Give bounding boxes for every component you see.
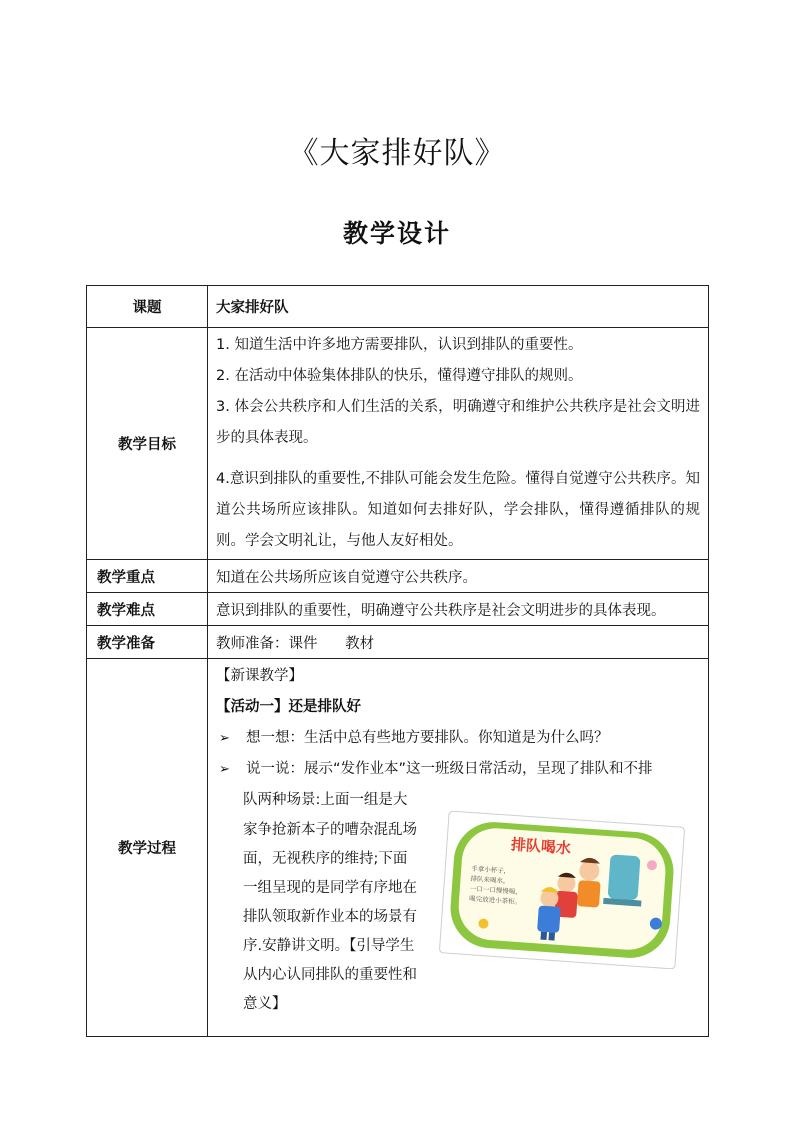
bullet-continuation [216, 785, 700, 1019]
document-subtitle: 教学设计 [342, 219, 451, 248]
goal-item: 3. 体会公共秩序和人们生活的关系，明确遵守和维护公共秩序是社会文明进步的具体表现。 [216, 399, 700, 446]
label-difficulties: 教学难点 [87, 593, 208, 626]
row-process [87, 659, 709, 1037]
list-item [216, 754, 700, 785]
row-goals [87, 328, 709, 560]
arrowhead-bullet-icon: ➢ [219, 731, 230, 746]
value-goals [208, 328, 709, 560]
bullet-text: 队两种场景:上面一组是大 [243, 792, 408, 808]
row-preparation [87, 626, 709, 659]
row-difficulties [87, 593, 709, 626]
svg-text:手拿小杯子， 排队来喝水，: 手拿小杯子， 排队来喝水， 一口一口慢慢喝， 喝完放进小茶柜。 [468, 864, 523, 907]
row-key-points [87, 560, 709, 593]
bullet-text: 想一想：生活中总有些地方要排队。你知道是为什么吗？ [246, 730, 609, 746]
value-key-points: 知道在公共场所应该自觉遵守公共秩序。 [208, 560, 709, 593]
document-title: 《大家排好队》 [288, 136, 506, 171]
bullet-text: 说一说：展示“发作业本”这一班级日常活动，呈现了排队和不排 [246, 761, 653, 777]
value-difficulties: 意识到排队的重要性，明确遵守公共秩序是社会文明进步的具体表现。 [208, 593, 709, 626]
value-topic: 大家排好队 [208, 286, 709, 328]
section-heading: 【新课教学】 [216, 668, 303, 684]
goal-item: 2. 在活动中体验集体排队的快乐，懂得遵守排队的规则。 [216, 368, 583, 384]
bullet-text: 家争抢新本子的嘈杂混乱场 面，无视秩序的维持;下面 一组呈现的是同学有序地在 排队领取新作业本的场景有 序.安静讲文明。【引导学生 从内心认同排队的重要性和 意义】 [243, 822, 417, 1012]
goal-item: 4.意识到排队的重要性,不排队可能会发生危险。懂得自觉遵守公共秩序。知道公共场所应该排队。知道如何去排好队，学会排队，懂得遵循排队的规则。学会文明礼让，与他人友好相处。 [216, 471, 700, 549]
value-process [208, 659, 709, 1037]
lesson-plan-table [86, 285, 709, 1037]
queue-drinking-water-illustration [438, 811, 686, 969]
label-key-points: 教学重点 [87, 560, 208, 593]
activity-heading: 【活动一】还是排队好 [216, 699, 361, 715]
label-topic: 课题 [87, 286, 208, 328]
row-topic [87, 286, 709, 328]
label-process: 教学过程 [87, 659, 208, 1037]
arrowhead-bullet-icon: ➢ [219, 762, 230, 777]
list-item [216, 723, 700, 754]
illustration-title: 排队喝水 [510, 835, 572, 858]
value-preparation: 教师准备：课件 教材 [208, 626, 709, 659]
goal-item: 1. 知道生活中许多地方需要排队，认识到排队的重要性。 [216, 337, 583, 353]
label-preparation: 教学准备 [87, 626, 208, 659]
label-goals: 教学目标 [87, 328, 208, 560]
